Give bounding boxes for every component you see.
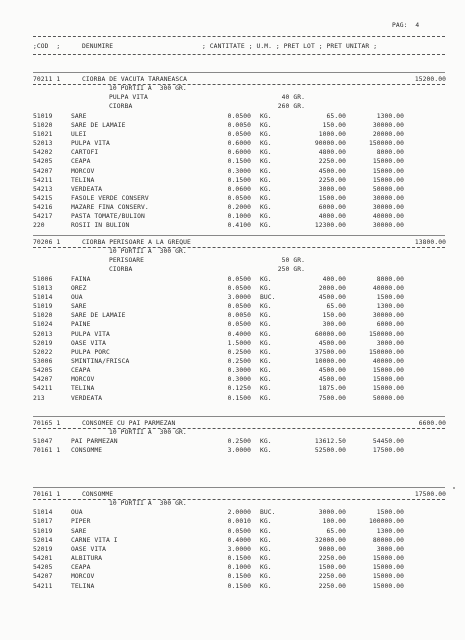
ingredient-unit-price: 6000.00 xyxy=(376,321,404,329)
ingredient-unit: KG. xyxy=(260,527,272,535)
ingredient-unit: KG. xyxy=(260,222,272,230)
ingredient-unit-price: 1300.00 xyxy=(376,303,404,311)
ingredient-lot-price: 300.00 xyxy=(322,321,346,329)
ingredient-unit: KG. xyxy=(260,394,272,402)
ingredient-code: 51019 xyxy=(33,112,53,120)
ingredient-code: 51047 xyxy=(33,438,53,446)
ingredient-unit-price: 15000.00 xyxy=(372,564,404,572)
ingredient-name: PULPA PORC xyxy=(71,348,110,356)
ingredient-name: CEAPA xyxy=(71,564,91,572)
ingredient-code: 54201 xyxy=(33,555,53,563)
ingredient-name: CARTOFI xyxy=(71,149,99,157)
ingredient-unit-price: 15000.00 xyxy=(372,573,404,581)
recipe-price: 13800.00 xyxy=(414,239,446,246)
ingredient-unit-price: 54450.00 xyxy=(372,438,404,446)
ingredient-lot-price: 100.00 xyxy=(322,518,346,526)
ingredient-lot-price: 2000.00 xyxy=(318,284,346,292)
portion-line: CIORBA xyxy=(109,266,133,274)
ingredient-quantity: 0.0010 xyxy=(227,518,251,526)
ingredient-unit: KG. xyxy=(260,149,272,157)
page-number: PAG: 4 xyxy=(392,22,420,29)
ingredient-name: MORCOV xyxy=(71,167,95,175)
ingredient-code: 54215 xyxy=(33,194,53,202)
ingredient-name: PULPA VITA xyxy=(71,140,110,148)
ingredient-name: TELINA xyxy=(71,385,95,393)
ingredient-lot-price: 2250.00 xyxy=(318,555,346,563)
portion-line: 10 PORTII A 300 GR. xyxy=(109,85,187,93)
ingredient-lot-price: 65.00 xyxy=(326,112,346,120)
ingredient-quantity: 0.1500 xyxy=(227,555,251,563)
ingredient-unit-price: 8000.00 xyxy=(376,275,404,283)
ingredient-code: 54205 xyxy=(33,564,53,572)
ingredient-unit-price: 150000.00 xyxy=(368,140,404,148)
ingredient-unit: KG. xyxy=(260,284,272,292)
ingredient-lot-price: 60000.00 xyxy=(314,330,346,338)
ingredient-code: 51020 xyxy=(33,312,53,320)
portion-qty: 50 GR. xyxy=(281,257,305,265)
ingredient-quantity: 0.6000 xyxy=(227,140,251,148)
ingredient-lot-price: 400.00 xyxy=(322,275,346,283)
recipe-code: 70165 1 xyxy=(33,420,61,427)
ingredient-lot-price: 4500.00 xyxy=(318,167,346,175)
ingredient-code: 51006 xyxy=(33,275,53,283)
ingredient-unit-price: 17500.00 xyxy=(372,447,404,455)
ingredient-lot-price: 4500.00 xyxy=(318,376,346,384)
ingredient-quantity: 0.0050 xyxy=(227,121,251,129)
ingredient-quantity: 3.0000 xyxy=(227,447,251,455)
ingredient-code: 220 xyxy=(33,222,45,230)
ingredient-unit-price: 15000.00 xyxy=(372,555,404,563)
portion-qty: 260 GR. xyxy=(277,103,305,111)
ingredient-code: 54205 xyxy=(33,367,53,375)
ingredient-unit: KG. xyxy=(260,176,272,184)
ingredient-unit: KG. xyxy=(260,194,272,202)
recipe-title-rule xyxy=(33,499,445,500)
portion-line: PULPA VITA xyxy=(109,94,148,102)
ingredient-lot-price: 3000.00 xyxy=(318,185,346,193)
portion-line: 10 PORTII A 300 GR. xyxy=(109,500,187,508)
ingredient-code: 51020 xyxy=(33,121,53,129)
ingredient-code: 51019 xyxy=(33,527,53,535)
ingredient-lot-price: 32000.00 xyxy=(314,536,346,544)
ingredient-unit: KG. xyxy=(260,321,272,329)
ingredient-unit: KG. xyxy=(260,158,272,166)
ingredient-unit-price: 15000.00 xyxy=(372,582,404,590)
ingredient-lot-price: 65.00 xyxy=(326,527,346,535)
recipe-price: 17500.00 xyxy=(414,491,446,498)
ingredient-code: 54211 xyxy=(33,385,53,393)
ingredient-name: CARNE VITA I xyxy=(71,536,118,544)
ingredient-code: 70161 1 xyxy=(33,447,61,455)
section-separator xyxy=(33,487,445,488)
ingredient-unit-price: 150000.00 xyxy=(368,348,404,356)
ingredient-lot-price: 12300.00 xyxy=(314,222,346,230)
ingredient-name: SARE DE LAMAIE xyxy=(71,121,126,129)
ingredient-quantity: 0.2000 xyxy=(227,204,251,212)
ingredient-name: OUA xyxy=(71,293,83,301)
ingredient-unit: BUC. xyxy=(260,293,276,301)
ingredient-quantity: 0.1000 xyxy=(227,564,251,572)
header-bottom-rule xyxy=(33,54,445,55)
section-separator xyxy=(33,72,445,73)
ingredient-code: 51021 xyxy=(33,130,53,138)
section-separator xyxy=(33,416,445,417)
ingredient-name: VERDEATA xyxy=(71,185,103,193)
ingredient-lot-price: 7500.00 xyxy=(318,394,346,402)
ingredient-name: SARE DE LAMAIE xyxy=(71,312,126,320)
ingredient-name: FASOLE VERDE CONSERV xyxy=(71,194,149,202)
ingredient-code: 51024 xyxy=(33,321,53,329)
ingredient-code: 54211 xyxy=(33,582,53,590)
ingredient-unit-price: 1300.00 xyxy=(376,527,404,535)
ingredient-name: TELINA xyxy=(71,582,95,590)
ingredient-quantity: 0.3000 xyxy=(227,367,251,375)
ingredient-lot-price: 65.00 xyxy=(326,303,346,311)
header-denumire: DENUMIRE xyxy=(82,43,114,50)
ingredient-lot-price: 2250.00 xyxy=(318,573,346,581)
ingredient-unit: KG. xyxy=(260,330,272,338)
ingredient-unit-price: 1300.00 xyxy=(376,112,404,120)
ingredient-lot-price: 90000.00 xyxy=(314,140,346,148)
ingredient-lot-price: 4500.00 xyxy=(318,367,346,375)
ingredient-name: PAI PARMEZAN xyxy=(71,438,118,446)
ingredient-unit-price: 40000.00 xyxy=(372,213,404,221)
ingredient-unit-price: 15000.00 xyxy=(372,167,404,175)
ingredient-code: 54217 xyxy=(33,213,53,221)
ingredient-name: SARE xyxy=(71,527,87,535)
ingredient-quantity: 0.1500 xyxy=(227,582,251,590)
ingredient-unit-price: 15000.00 xyxy=(372,158,404,166)
ingredient-unit: KG. xyxy=(260,112,272,120)
ingredient-name: PULPA VITA xyxy=(71,330,110,338)
ingredient-lot-price: 4800.00 xyxy=(318,149,346,157)
ingredient-code: 52019 xyxy=(33,339,53,347)
ingredient-lot-price: 150.00 xyxy=(322,121,346,129)
ingredient-name: PASTA TOMATE/BULION xyxy=(71,213,145,221)
ingredient-unit: KG. xyxy=(260,385,272,393)
ingredient-code: 54207 xyxy=(33,573,53,581)
ingredient-code: 54213 xyxy=(33,185,53,193)
ingredient-quantity: 0.1250 xyxy=(227,385,251,393)
ingredient-lot-price: 4500.00 xyxy=(318,339,346,347)
recipe-title-rule xyxy=(33,428,445,429)
ingredient-quantity: 1.5000 xyxy=(227,339,251,347)
ingredient-unit: KG. xyxy=(260,357,272,365)
ingredient-quantity: 0.0050 xyxy=(227,312,251,320)
ingredient-unit: KG. xyxy=(260,121,272,129)
ingredient-unit: KG. xyxy=(260,447,272,455)
ingredient-code: 53006 xyxy=(33,357,53,365)
ingredient-unit-price: 80000.00 xyxy=(372,536,404,544)
ingredient-name: FAINA xyxy=(71,275,91,283)
recipe-title: CONSOMEE CU PAI PARMEZAN xyxy=(82,420,176,427)
ingredient-unit: BUC. xyxy=(260,509,276,517)
ingredient-unit-price: 30000.00 xyxy=(372,312,404,320)
ingredient-code: 51013 xyxy=(33,284,53,292)
ingredient-lot-price: 4000.00 xyxy=(318,213,346,221)
ingredient-lot-price: 1500.00 xyxy=(318,194,346,202)
ingredient-unit: KG. xyxy=(260,545,272,553)
portion-line: CIORBA xyxy=(109,103,133,111)
ingredient-quantity: 0.4000 xyxy=(227,330,251,338)
recipe-title: CIORBA DE VACUTA TARANEASCA xyxy=(82,76,188,83)
ingredient-unit: KG. xyxy=(260,582,272,590)
recipe-price: 15200.00 xyxy=(414,76,446,83)
ingredient-unit: KG. xyxy=(260,140,272,148)
ingredient-name: SMINTINA/FRISCA xyxy=(71,357,130,365)
ingredient-unit: KG. xyxy=(260,275,272,283)
ingredient-unit-price: 8000.00 xyxy=(376,149,404,157)
ingredient-lot-price: 4500.00 xyxy=(318,293,346,301)
ingredient-name: CEAPA xyxy=(71,367,91,375)
ingredient-unit-price: 30000.00 xyxy=(372,204,404,212)
ingredient-quantity: 0.1500 xyxy=(227,573,251,581)
ingredient-lot-price: 13612.50 xyxy=(314,438,346,446)
ingredient-quantity: 2.0000 xyxy=(227,509,251,517)
ingredient-lot-price: 1875.00 xyxy=(318,385,346,393)
ingredient-unit: KG. xyxy=(260,376,272,384)
ingredient-lot-price: 9000.00 xyxy=(318,545,346,553)
ingredient-code: 52013 xyxy=(33,140,53,148)
ingredient-code: 54207 xyxy=(33,167,53,175)
ingredient-name: MORCOV xyxy=(71,573,95,581)
ingredient-quantity: 0.2500 xyxy=(227,438,251,446)
header-cod: ;COD ; xyxy=(33,43,61,50)
ingredient-unit-price: 15000.00 xyxy=(372,376,404,384)
ingredient-unit: KG. xyxy=(260,518,272,526)
ingredient-name: MAZARE FINA CONSERV. xyxy=(71,204,149,212)
ingredient-quantity: 0.1500 xyxy=(227,394,251,402)
ingredient-name: SARE xyxy=(71,112,87,120)
ingredient-name: OASE VITA xyxy=(71,339,107,347)
ingredient-quantity: 0.2500 xyxy=(227,348,251,356)
portion-qty: 40 GR. xyxy=(281,94,305,102)
ingredient-quantity: 0.0500 xyxy=(227,284,251,292)
recipe-title: CIORBA PERISOARE A LA GREQUE xyxy=(82,239,191,246)
ingredient-code: 54216 xyxy=(33,204,53,212)
ingredient-code: 54211 xyxy=(33,176,53,184)
ingredient-name: MORCOV xyxy=(71,376,95,384)
header-top-rule xyxy=(33,36,445,37)
ingredient-name: OUA xyxy=(71,509,83,517)
ingredient-code: 54207 xyxy=(33,376,53,384)
ingredient-unit-price: 1500.00 xyxy=(376,509,404,517)
recipe-code: 70211 1 xyxy=(33,76,61,83)
ingredient-lot-price: 150.00 xyxy=(322,312,346,320)
ingredient-unit-price: 15000.00 xyxy=(372,367,404,375)
ingredient-unit-price: 40000.00 xyxy=(372,357,404,365)
ingredient-code: 52022 xyxy=(33,348,53,356)
recipe-code: 70161 1 xyxy=(33,491,61,498)
ingredient-unit: KG. xyxy=(260,213,272,221)
recipe-title: CONSOMME xyxy=(82,491,114,498)
ingredient-unit: KG. xyxy=(260,339,272,347)
ingredient-code: 213 xyxy=(33,394,45,402)
ingredient-code: 51014 xyxy=(33,509,53,517)
ingredient-lot-price: 6000.00 xyxy=(318,204,346,212)
ingredient-code: 52013 xyxy=(33,330,53,338)
ingredient-name: OASE VITA xyxy=(71,545,107,553)
ingredient-unit-price: 30000.00 xyxy=(372,194,404,202)
section-separator xyxy=(33,235,445,236)
ingredient-name: CEAPA xyxy=(71,158,91,166)
ingredient-unit: KG. xyxy=(260,573,272,581)
ingredient-name: TELINA xyxy=(71,176,95,184)
ingredient-quantity: 0.0600 xyxy=(227,185,251,193)
ingredient-unit-price: 15000.00 xyxy=(372,176,404,184)
portion-qty: 250 GR. xyxy=(277,266,305,274)
ingredient-lot-price: 3000.00 xyxy=(318,509,346,517)
ingredient-name: ROSII IN BULION xyxy=(71,222,130,230)
ingredient-code: 51017 xyxy=(33,518,53,526)
ingredient-quantity: 0.1500 xyxy=(227,158,251,166)
ingredient-unit-price: 30000.00 xyxy=(372,121,404,129)
ingredient-lot-price: 10000.00 xyxy=(314,357,346,365)
ingredient-quantity: 0.4000 xyxy=(227,536,251,544)
ingredient-quantity: 0.6000 xyxy=(227,149,251,157)
ingredient-name: CONSOMME xyxy=(71,447,103,455)
ingredient-unit: KG. xyxy=(260,536,272,544)
ingredient-unit: KG. xyxy=(260,130,272,138)
ingredient-quantity: 0.0500 xyxy=(227,527,251,535)
ingredient-lot-price: 37500.00 xyxy=(314,348,346,356)
ingredient-quantity: 0.3000 xyxy=(227,167,251,175)
ingredient-name: PIPER xyxy=(71,518,91,526)
ingredient-unit-price: 3000.00 xyxy=(376,545,404,553)
ingredient-lot-price: 1000.00 xyxy=(318,130,346,138)
recipe-code: 70206 1 xyxy=(33,239,61,246)
ingredient-quantity: 0.0500 xyxy=(227,194,251,202)
ingredient-unit-price: 3000.00 xyxy=(376,339,404,347)
ingredient-quantity: 0.0500 xyxy=(227,321,251,329)
ingredient-code: 51019 xyxy=(33,303,53,311)
ingredient-quantity: 3.0000 xyxy=(227,293,251,301)
ingredient-lot-price: 2250.00 xyxy=(318,158,346,166)
recipe-price: 6600.00 xyxy=(418,420,446,427)
ingredient-code: 51014 xyxy=(33,293,53,301)
ingredient-unit: KG. xyxy=(260,204,272,212)
ingredient-unit: KG. xyxy=(260,367,272,375)
ingredient-unit: KG. xyxy=(260,348,272,356)
ingredient-quantity: 0.0500 xyxy=(227,275,251,283)
portion-line: PERISOARE xyxy=(109,257,145,265)
ingredient-quantity: 0.0500 xyxy=(227,303,251,311)
ingredient-unit: KG. xyxy=(260,312,272,320)
ingredient-quantity: 0.3000 xyxy=(227,376,251,384)
ingredient-name: VERDEATA xyxy=(71,394,103,402)
ingredient-quantity: 0.1000 xyxy=(227,213,251,221)
ingredient-code: 54205 xyxy=(33,158,53,166)
scan-speck xyxy=(453,487,455,489)
ingredient-lot-price: 2250.00 xyxy=(318,582,346,590)
ingredient-unit-price: 50000.00 xyxy=(372,394,404,402)
ingredient-name: ALBITURA xyxy=(71,555,103,563)
ingredient-unit: KG. xyxy=(260,303,272,311)
ingredient-name: ULEI xyxy=(71,130,87,138)
ingredient-name: OREZ xyxy=(71,284,87,292)
ingredient-quantity: 0.0500 xyxy=(227,130,251,138)
ingredient-unit-price: 15000.00 xyxy=(372,385,404,393)
ingredient-lot-price: 1500.00 xyxy=(318,564,346,572)
ingredient-unit-price: 20000.00 xyxy=(372,130,404,138)
ingredient-unit: KG. xyxy=(260,185,272,193)
portion-line: 10 PORTII A 300 GR. xyxy=(109,429,187,437)
ingredient-lot-price: 52500.00 xyxy=(314,447,346,455)
ingredient-quantity: 0.0500 xyxy=(227,112,251,120)
ingredient-name: SARE xyxy=(71,303,87,311)
ingredient-quantity: 3.0000 xyxy=(227,545,251,553)
ingredient-unit-price: 30000.00 xyxy=(372,222,404,230)
ingredient-unit-price: 100000.00 xyxy=(368,518,404,526)
ingredient-name: PAINE xyxy=(71,321,91,329)
recipe-title-rule xyxy=(33,247,445,248)
ingredient-quantity: 0.2500 xyxy=(227,357,251,365)
ingredient-code: 52014 xyxy=(33,536,53,544)
ingredient-code: 54202 xyxy=(33,149,53,157)
recipe-title-rule xyxy=(33,84,445,85)
ingredient-unit: KG. xyxy=(260,564,272,572)
ingredient-unit: KG. xyxy=(260,438,272,446)
ingredient-lot-price: 2250.00 xyxy=(318,176,346,184)
ingredient-quantity: 0.4100 xyxy=(227,222,251,230)
ingredient-unit-price: 50000.00 xyxy=(372,185,404,193)
ingredient-quantity: 0.1500 xyxy=(227,176,251,184)
ingredient-code: 52019 xyxy=(33,545,53,553)
ingredient-unit-price: 1500.00 xyxy=(376,293,404,301)
ingredient-unit: KG. xyxy=(260,555,272,563)
portion-line: 10 PORTII A 300 GR. xyxy=(109,248,187,256)
ingredient-unit-price: 150000.00 xyxy=(368,330,404,338)
header-columns: ; CANTITATE ; U.M. ; PRET LOT ; PRET UNITAR ; xyxy=(202,43,378,50)
ingredient-unit: KG. xyxy=(260,167,272,175)
ingredient-unit-price: 40000.00 xyxy=(372,284,404,292)
